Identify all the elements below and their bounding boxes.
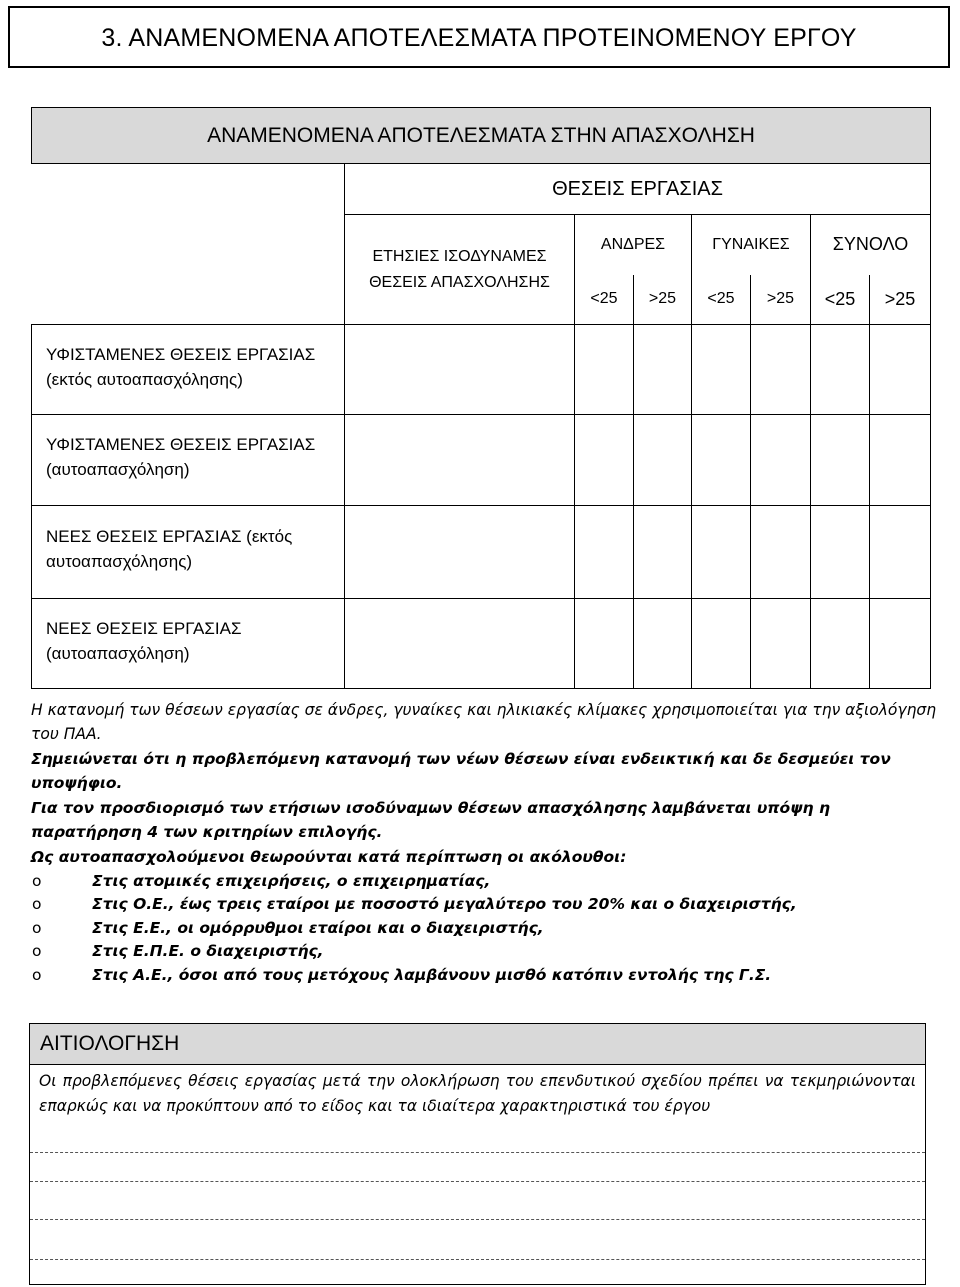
input-cell[interactable] xyxy=(751,415,811,506)
list-item-text: Στις Α.Ε., όσοι από τους μετόχους λαμβάνουν μισθό κατόπιν εντολής της Γ.Σ. xyxy=(92,965,772,984)
note-indicative: Σημειώνεται ότι η προβλεπόμενη κατανομή των νέων θέσεων είναι ενδεικτική και δε δεσμεύει τον υποψήφιο. xyxy=(31,750,891,792)
input-cell[interactable] xyxy=(751,599,811,689)
row-label-line2: (αυτοαπασχόληση) xyxy=(46,643,190,663)
input-cell[interactable] xyxy=(575,506,634,599)
input-cell[interactable] xyxy=(345,599,575,689)
input-cell[interactable] xyxy=(634,325,692,415)
fill-line[interactable] xyxy=(30,1152,925,1153)
row-label-line2: (αυτοαπασχόληση) xyxy=(46,460,190,479)
input-cell[interactable] xyxy=(870,506,931,599)
table-row xyxy=(32,599,931,689)
list-item-text: Στις Ε.Ε., οι ομόρρυθμοι εταίροι και ο διαχειριστής, xyxy=(92,918,544,937)
input-cell[interactable] xyxy=(345,415,575,506)
row-label-line1: ΥΦΙΣΤΑΜΕΝΕΣ ΘΕΣΕΙΣ ΕΡΓΑΣΙΑΣ xyxy=(46,435,316,455)
list-item-text: Στις Ε.Π.Ε. ο διαχειριστής, xyxy=(92,942,324,960)
list-item xyxy=(31,893,946,917)
note-allocation: Η κατανομή των θέσεων εργασίας σε άνδρες, γυναίκες και ηλικιακές κλίμακες χρησιμοποιείται για την αξιολόγηση του ΠΑΑ. xyxy=(31,701,937,743)
header-blank-cell xyxy=(32,164,345,325)
men-heading: ΑΝΔΡΕΣ xyxy=(575,215,692,275)
input-cell[interactable] xyxy=(575,415,634,506)
input-cell[interactable] xyxy=(811,325,870,415)
bullet-icon: o xyxy=(32,942,42,960)
table-heading: ΑΝΑΜΕΝΟΜΕΝΑ ΑΠΟΤΕΛΕΣΜΑΤΑ ΣΤΗΝ ΑΠΑΣΧΟΛΗΣΗ xyxy=(32,108,931,164)
self-employed-list xyxy=(31,870,946,988)
bullet-icon: o xyxy=(32,871,42,890)
total-under25: <25 xyxy=(811,275,870,325)
section-title-box xyxy=(8,6,950,68)
total-over25: >25 xyxy=(870,275,931,325)
notes-section xyxy=(31,699,946,987)
input-cell[interactable] xyxy=(692,415,751,506)
fill-line[interactable] xyxy=(30,1181,925,1182)
row-label-line1: ΝΕΕΣ ΘΕΣΕΙΣ ΕΡΓΑΣΙΑΣ (εκτός xyxy=(46,527,293,547)
input-cell[interactable] xyxy=(870,415,931,506)
bullet-icon: o xyxy=(32,895,42,913)
men-over25: >25 xyxy=(634,275,692,325)
women-over25: >25 xyxy=(751,275,811,325)
input-cell[interactable] xyxy=(751,325,811,415)
row-label xyxy=(32,325,345,415)
input-cell[interactable] xyxy=(811,506,870,599)
list-item xyxy=(31,870,946,894)
input-cell[interactable] xyxy=(575,599,634,689)
total-heading: ΣΥΝΟΛΟ xyxy=(811,215,931,275)
input-cell[interactable] xyxy=(692,325,751,415)
women-under25: <25 xyxy=(692,275,751,325)
employment-results-table xyxy=(31,107,931,689)
bullet-icon: o xyxy=(32,918,42,937)
justification-heading: ΑΙΤΙΟΛΟΓΗΣΗ xyxy=(30,1024,925,1065)
justification-box xyxy=(29,1023,926,1285)
input-cell[interactable] xyxy=(345,506,575,599)
input-cell[interactable] xyxy=(870,599,931,689)
input-cell[interactable] xyxy=(575,325,634,415)
jobs-heading: ΘΕΣΕΙΣ ΕΡΓΑΣΙΑΣ xyxy=(345,164,931,215)
list-item xyxy=(31,964,946,988)
fte-line2: ΘΕΣΕΙΣ ΑΠΑΣΧΟΛΗΣΗΣ xyxy=(369,273,550,291)
table-row xyxy=(32,415,931,506)
note-self-employed: Ως αυτοαπασχολούμενοι θεωρούνται κατά περίπτωση οι ακόλουθοι: xyxy=(31,848,627,866)
input-cell[interactable] xyxy=(751,506,811,599)
list-item-text: Στις ατομικές επιχειρήσεις, ο επιχειρηματίας, xyxy=(92,871,491,890)
input-cell[interactable] xyxy=(870,325,931,415)
row-label-line1: ΝΕΕΣ ΘΕΣΕΙΣ ΕΡΓΑΣΙΑΣ xyxy=(46,618,242,638)
fte-heading xyxy=(345,215,575,325)
input-cell[interactable] xyxy=(634,415,692,506)
women-heading: ΓΥΝΑΙΚΕΣ xyxy=(692,215,811,275)
input-cell[interactable] xyxy=(692,599,751,689)
input-cell[interactable] xyxy=(811,599,870,689)
bullet-icon: o xyxy=(32,965,42,984)
list-item-text: Στις Ο.Ε., έως τρεις εταίροι με ποσοστό μεγαλύτερο του 20% και ο διαχειριστής, xyxy=(92,895,797,913)
justification-text: Οι προβλεπόμενες θέσεις εργασίας μετά την ολοκλήρωση του επενδυτικού σχεδίου πρέπει να τεκμηριώνονται επαρκώς και να προκύπτουν από το είδος και τα ιδιαίτερα χαρακτηριστικά του έργου xyxy=(39,1072,916,1115)
row-label xyxy=(32,506,345,599)
men-under25: <25 xyxy=(575,275,634,325)
input-cell[interactable] xyxy=(811,415,870,506)
input-cell[interactable] xyxy=(634,506,692,599)
fill-line[interactable] xyxy=(30,1259,925,1260)
fill-line[interactable] xyxy=(30,1219,925,1220)
row-label-line2: (εκτός αυτοαπασχόλησης) xyxy=(46,369,243,389)
section-title: 3. ΑΝΑΜΕΝΟΜΕΝΑ ΑΠΟΤΕΛΕΣΜΑΤΑ ΠΡΟΤΕΙΝΟΜΕΝΟΥ ΕΡΓΟΥ xyxy=(101,24,857,52)
input-cell[interactable] xyxy=(345,325,575,415)
list-item xyxy=(31,940,946,964)
fte-line1: ΕΤΗΣΙΕΣ ΙΣΟΔΥΝΑΜΕΣ xyxy=(372,247,547,265)
list-item xyxy=(31,917,946,941)
input-cell[interactable] xyxy=(634,599,692,689)
input-cell[interactable] xyxy=(692,506,751,599)
note-fte: Για τον προσδιορισμό των ετήσιων ισοδύναμων θέσεων απασχόλησης λαμβάνεται υπόψη η παρατήρηση 4 των κριτηρίων επιλογής. xyxy=(31,799,830,841)
row-label-line1: ΥΦΙΣΤΑΜΕΝΕΣ ΘΕΣΕΙΣ ΕΡΓΑΣΙΑΣ xyxy=(46,344,316,364)
row-label-line2: αυτοαπασχόλησης) xyxy=(46,552,193,571)
row-label xyxy=(32,415,345,506)
row-label xyxy=(32,599,345,689)
table-row xyxy=(32,506,931,599)
table-row xyxy=(32,325,931,415)
